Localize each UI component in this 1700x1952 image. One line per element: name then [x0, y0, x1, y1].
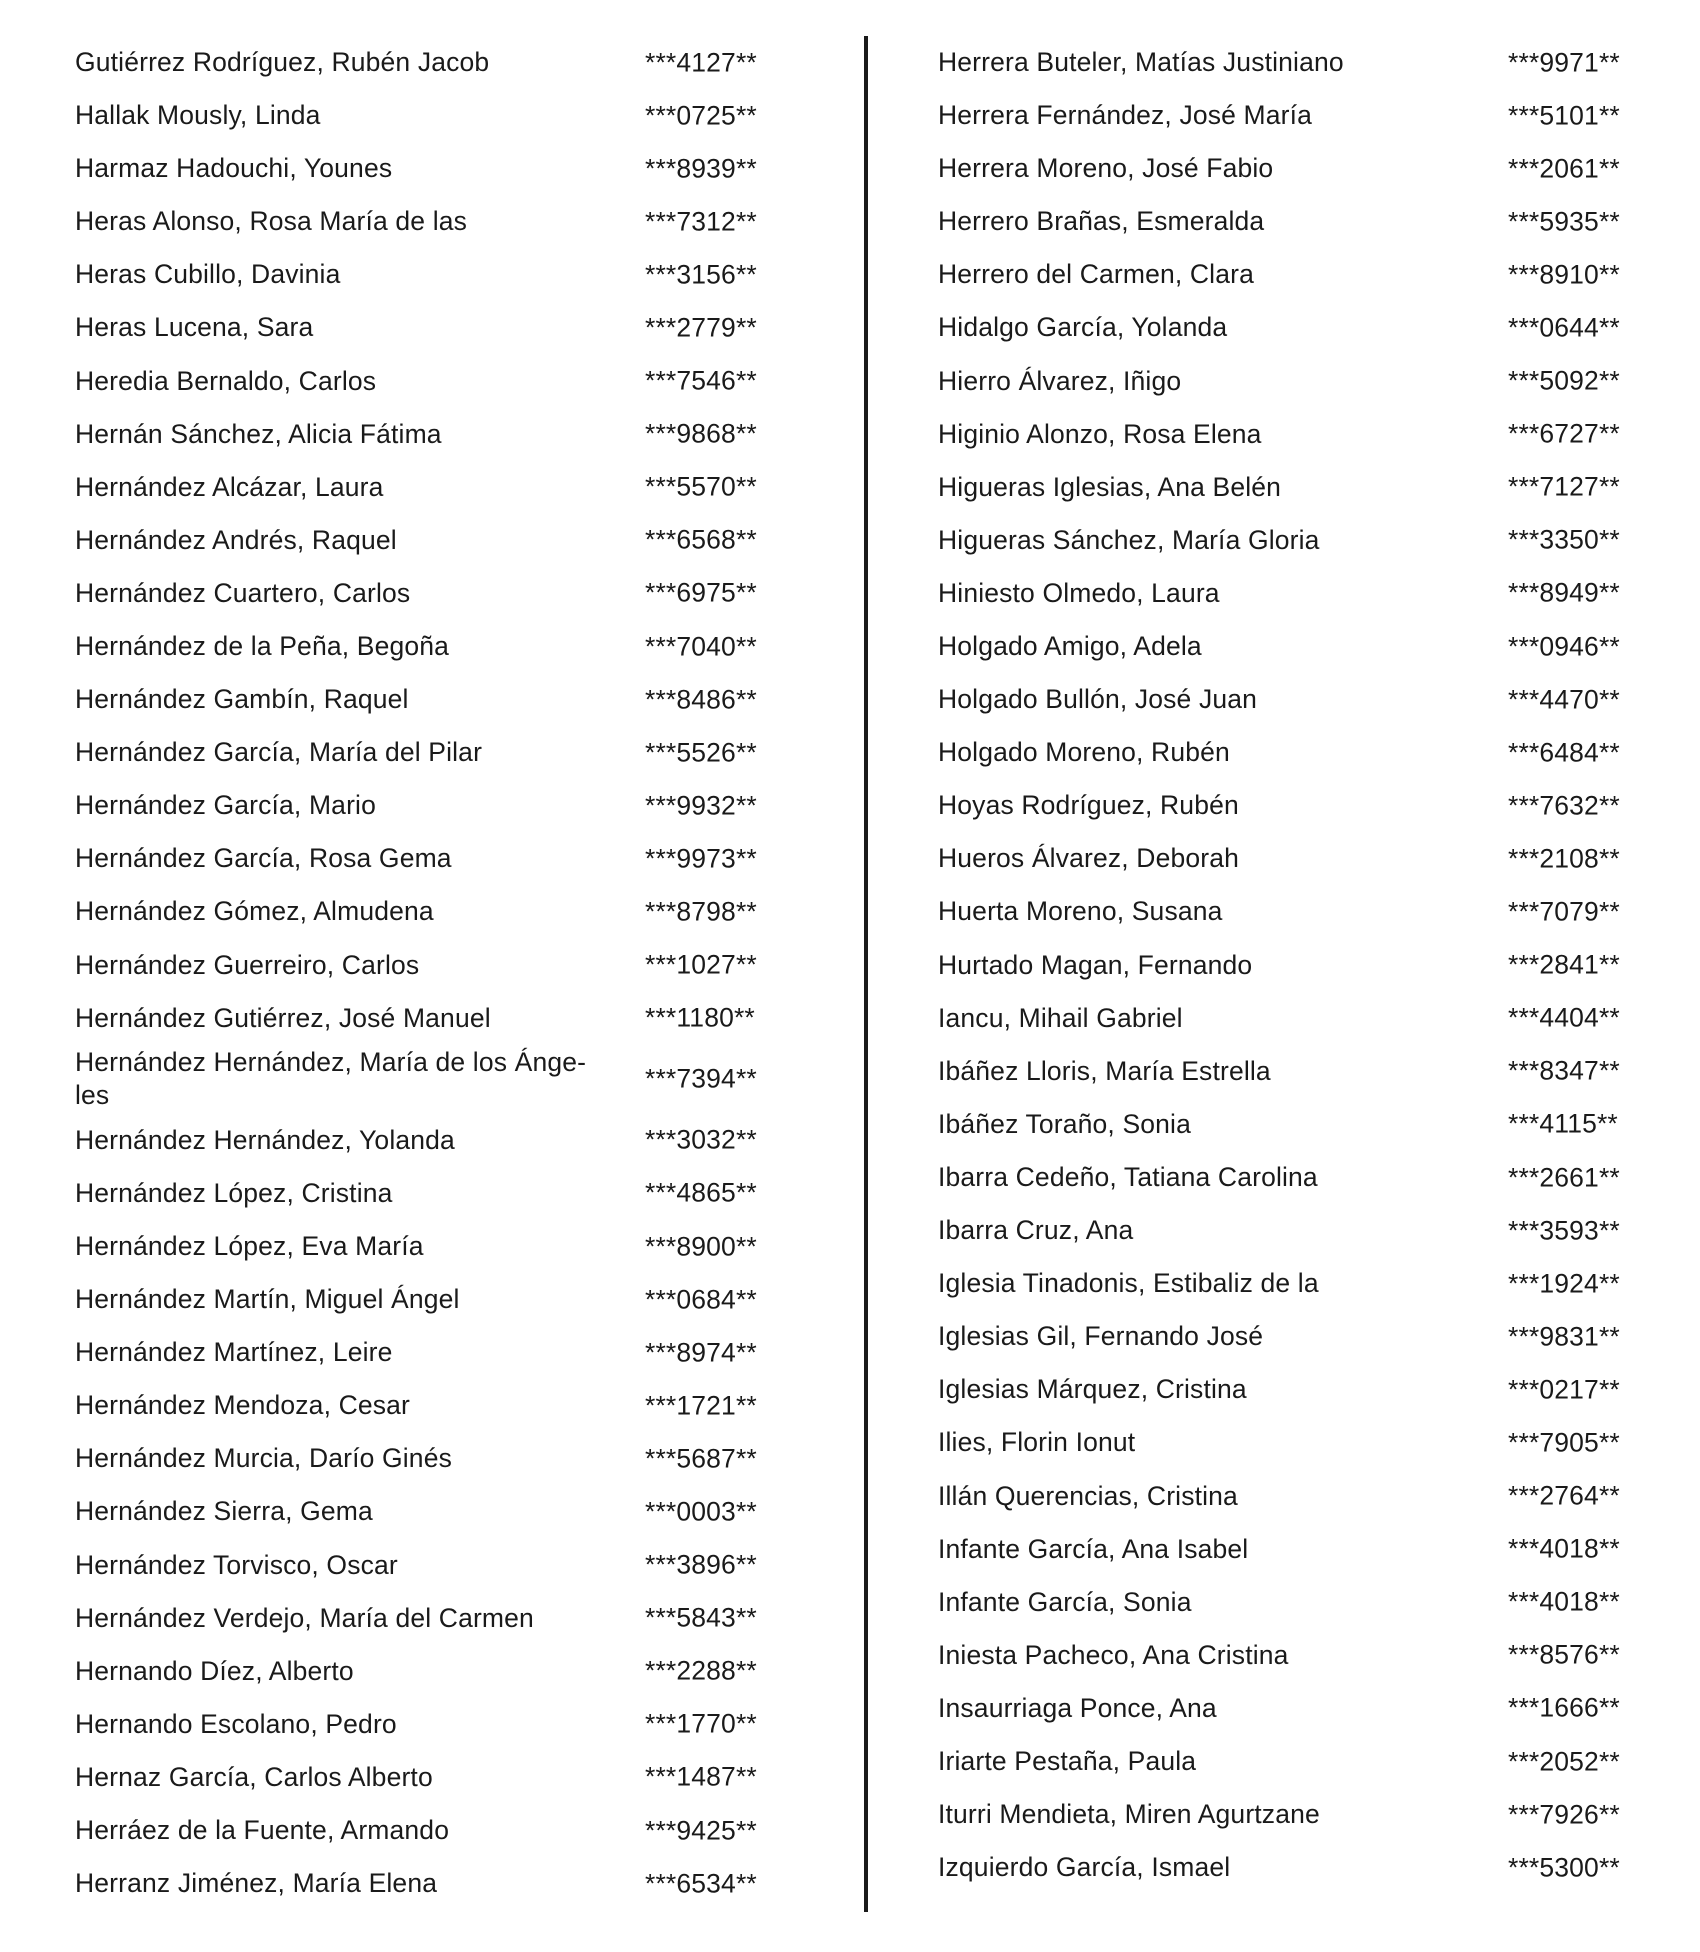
person-name: Izquierdo García, Ismael: [938, 1852, 1231, 1883]
list-item: [75, 832, 775, 885]
masked-id: ***0003**: [645, 1496, 757, 1527]
masked-id: ***5570**: [645, 471, 757, 502]
list-item: [938, 514, 1638, 567]
list-item: [75, 301, 775, 354]
masked-id: ***8798**: [645, 896, 757, 927]
person-name: Iriarte Pestaña, Paula: [938, 1745, 1197, 1776]
masked-id: ***8910**: [1508, 259, 1620, 290]
masked-id: ***7546**: [645, 365, 757, 396]
person-name: Heras Alonso, Rosa María de las: [75, 206, 468, 237]
masked-id: ***3156**: [645, 259, 757, 290]
person-name: Iancu, Mihail Gabriel: [938, 1002, 1183, 1033]
masked-id: ***4404**: [1508, 1002, 1620, 1033]
person-name: Iglesias Márquez, Cristina: [938, 1374, 1247, 1405]
column-divider: [864, 36, 868, 1912]
list-item: [938, 461, 1638, 514]
masked-id: ***6484**: [1508, 737, 1620, 768]
person-name: Heras Lucena, Sara: [75, 312, 314, 343]
person-name: Heras Cubillo, Davinia: [75, 259, 341, 290]
list-item: [75, 1273, 775, 1326]
masked-id: ***0644**: [1508, 312, 1620, 343]
list-item: [938, 142, 1638, 195]
person-name: Ibarra Cedeño, Tatiana Carolina: [938, 1161, 1318, 1192]
list-item: [75, 1857, 775, 1910]
masked-id: ***2764**: [1508, 1480, 1620, 1511]
list-item: [75, 939, 775, 992]
list-item: [75, 726, 775, 779]
list-item: [938, 992, 1638, 1045]
person-name: Hernández Cuartero, Carlos: [75, 577, 411, 608]
person-name: Hernández Mendoza, Cesar: [75, 1390, 411, 1421]
person-name: Holgado Moreno, Rubén: [938, 737, 1230, 768]
list-item: [938, 1788, 1638, 1841]
person-name: Herrera Fernández, José María: [938, 100, 1313, 131]
person-name: Huerta Moreno, Susana: [938, 896, 1223, 927]
list-item: [75, 567, 775, 620]
masked-id: ***6975**: [645, 577, 757, 608]
masked-id: ***8486**: [645, 684, 757, 715]
right-column: [938, 36, 1638, 1894]
list-item: [75, 248, 775, 301]
list-item: [75, 1326, 775, 1379]
list-item: [938, 1416, 1638, 1469]
list-item: [938, 36, 1638, 89]
list-item: [75, 514, 775, 567]
masked-id: ***7394**: [645, 1063, 757, 1094]
list-item: [75, 886, 775, 939]
person-name: Iglesias Gil, Fernando José: [938, 1321, 1264, 1352]
list-item: [75, 1485, 775, 1538]
person-name: Hernández de la Peña, Begoña: [75, 631, 450, 662]
person-name: Heredia Bernaldo, Carlos: [75, 365, 377, 396]
list-item: [938, 620, 1638, 673]
masked-id: ***5300**: [1508, 1852, 1620, 1883]
list-item: [75, 992, 775, 1045]
list-item: [75, 461, 775, 514]
masked-id: ***0684**: [645, 1284, 757, 1315]
list-item: [75, 620, 775, 673]
person-name: Gutiérrez Rodríguez, Rubén Jacob: [75, 46, 490, 77]
person-name: Iturri Mendieta, Miren Agurtzane: [938, 1799, 1320, 1830]
person-name: Higueras Iglesias, Ana Belén: [938, 471, 1282, 502]
masked-id: ***7312**: [645, 206, 757, 237]
list-item: [938, 355, 1638, 408]
person-name: Insaurriaga Ponce, Ana: [938, 1692, 1217, 1723]
list-item: [938, 1098, 1638, 1151]
list-item: [75, 195, 775, 248]
masked-id: ***1721**: [645, 1390, 757, 1421]
masked-id: ***2779**: [645, 312, 757, 343]
person-name: Infante García, Sonia: [938, 1586, 1192, 1617]
list-item: [938, 726, 1638, 779]
person-name: Hernaz García, Carlos Alberto: [75, 1761, 433, 1792]
person-name: Hernández Andrés, Raquel: [75, 524, 397, 555]
list-item: [938, 1045, 1638, 1098]
person-name: Hueros Álvarez, Deborah: [938, 843, 1239, 874]
list-item: [75, 1592, 775, 1645]
person-name: Hiniesto Olmedo, Laura: [938, 577, 1220, 608]
masked-id: ***7926**: [1508, 1799, 1620, 1830]
list-item: [75, 1539, 775, 1592]
person-name: Herranz Jiménez, María Elena: [75, 1868, 438, 1899]
list-item: [75, 779, 775, 832]
masked-id: ***8900**: [645, 1231, 757, 1262]
person-name: Herrera Moreno, José Fabio: [938, 153, 1274, 184]
list-item: [938, 1204, 1638, 1257]
masked-id: ***4127**: [645, 47, 757, 78]
list-item: [938, 567, 1638, 620]
masked-id: ***8347**: [1508, 1055, 1620, 1086]
list-item: [75, 1045, 775, 1114]
masked-id: ***8974**: [645, 1337, 757, 1368]
masked-id: ***2841**: [1508, 949, 1620, 980]
person-name: Hernández Sierra, Gema: [75, 1496, 373, 1527]
person-name: Hernández Martín, Miguel Ángel: [75, 1284, 460, 1315]
person-name: Hernández Guerreiro, Carlos: [75, 949, 420, 980]
masked-id: ***7040**: [645, 631, 757, 662]
masked-id: ***3032**: [645, 1124, 757, 1155]
masked-id: ***4018**: [1508, 1586, 1620, 1617]
person-name: Hierro Álvarez, Iñigo: [938, 365, 1182, 396]
masked-id: ***5843**: [645, 1602, 757, 1633]
masked-id: ***7079**: [1508, 896, 1620, 927]
masked-id: ***9868**: [645, 418, 757, 449]
person-name: Hoyas Rodríguez, Rubén: [938, 790, 1239, 821]
list-item: [75, 355, 775, 408]
masked-id: ***4018**: [1508, 1533, 1620, 1564]
masked-id: ***5526**: [645, 737, 757, 768]
person-name: Hallak Mously, Linda: [75, 100, 321, 131]
person-name: Hernández López, Eva María: [75, 1230, 424, 1261]
list-item: [938, 939, 1638, 992]
person-name: Ibáñez Lloris, María Estrella: [938, 1055, 1271, 1086]
person-name: Hernández Verdejo, María del Carmen: [75, 1602, 534, 1633]
person-name: Hernández Gómez, Almudena: [75, 896, 434, 927]
list-item: [938, 1735, 1638, 1788]
list-item: [938, 301, 1638, 354]
list-item: [938, 1257, 1638, 1310]
list-item: [938, 832, 1638, 885]
masked-id: ***6568**: [645, 524, 757, 555]
masked-id: ***2288**: [645, 1655, 757, 1686]
list-item: [75, 1379, 775, 1432]
list-item: [938, 1576, 1638, 1629]
masked-id: ***1770**: [645, 1708, 757, 1739]
person-name: Herrero Brañas, Esmeralda: [938, 206, 1265, 237]
masked-id: ***1924**: [1508, 1268, 1620, 1299]
masked-id: ***4470**: [1508, 684, 1620, 715]
list-item: [75, 1220, 775, 1273]
masked-id: ***6534**: [645, 1868, 757, 1899]
person-name: Infante García, Ana Isabel: [938, 1533, 1249, 1564]
person-name: Herrero del Carmen, Clara: [938, 259, 1254, 290]
masked-id: ***8939**: [645, 153, 757, 184]
masked-id: ***1180**: [645, 1002, 755, 1033]
list-item: [75, 1804, 775, 1857]
list-item: [75, 1645, 775, 1698]
person-name: Ibáñez Toraño, Sonia: [938, 1108, 1191, 1139]
list-item: [938, 673, 1638, 726]
masked-id: ***8949**: [1508, 577, 1620, 608]
person-name: Harmaz Hadouchi, Younes: [75, 153, 393, 184]
masked-id: ***5687**: [645, 1443, 757, 1474]
person-name: Holgado Bullón, José Juan: [938, 684, 1258, 715]
masked-id: ***9831**: [1508, 1321, 1620, 1352]
person-name: Hernández Torvisco, Oscar: [75, 1549, 398, 1580]
person-name: Hernández López, Cristina: [75, 1177, 393, 1208]
person-name: Hernández García, Mario: [75, 790, 376, 821]
person-name: Hernández Gambín, Raquel: [75, 684, 409, 715]
person-name: Herráez de la Fuente, Armando: [75, 1814, 450, 1845]
list-item: [75, 36, 775, 89]
masked-id: ***2108**: [1508, 843, 1620, 874]
list-item: [75, 1432, 775, 1485]
masked-id: ***6727**: [1508, 418, 1620, 449]
masked-id: ***5935**: [1508, 206, 1620, 237]
person-name: Hernández Martínez, Leire: [75, 1337, 393, 1368]
person-name: Ibarra Cruz, Ana: [938, 1215, 1134, 1246]
masked-id: ***7905**: [1508, 1427, 1620, 1458]
masked-id: ***4865**: [645, 1177, 757, 1208]
masked-id: ***3896**: [645, 1549, 757, 1580]
masked-id: ***5092**: [1508, 365, 1620, 396]
person-name: Hernández Hernández, María de los Ánge-les: [75, 1047, 587, 1111]
person-name: Hernández Gutiérrez, José Manuel: [75, 1002, 491, 1033]
masked-id: ***9971**: [1508, 47, 1620, 78]
person-name: Higinio Alonzo, Rosa Elena: [938, 418, 1262, 449]
person-name: Hernández García, Rosa Gema: [75, 843, 452, 874]
masked-id: ***2061**: [1508, 153, 1620, 184]
person-name: Higueras Sánchez, María Gloria: [938, 524, 1320, 555]
list-item: [75, 1167, 775, 1220]
masked-id: ***7127**: [1508, 471, 1620, 502]
person-name: Hernández Murcia, Darío Ginés: [75, 1443, 452, 1474]
masked-id: ***7632**: [1508, 790, 1620, 821]
masked-id: ***3350**: [1508, 524, 1620, 555]
list-item: [938, 1151, 1638, 1204]
masked-id: ***9932**: [645, 790, 757, 821]
masked-id: ***4115**: [1508, 1108, 1618, 1139]
person-name: Herrera Buteler, Matías Justiniano: [938, 46, 1344, 77]
list-item: [938, 1682, 1638, 1735]
person-name: Hernández García, María del Pilar: [75, 737, 483, 768]
person-name: Hernández Alcázar, Laura: [75, 471, 384, 502]
list-item: [938, 248, 1638, 301]
list-item: [938, 1523, 1638, 1576]
list-item: [75, 1751, 775, 1804]
masked-id: ***9973**: [645, 843, 757, 874]
person-name: Hurtado Magan, Fernando: [938, 949, 1253, 980]
list-item: [938, 779, 1638, 832]
masked-id: ***2661**: [1508, 1162, 1620, 1193]
masked-id: ***1666**: [1508, 1692, 1620, 1723]
person-name: Holgado Amigo, Adela: [938, 631, 1202, 662]
masked-id: ***3593**: [1508, 1215, 1620, 1246]
person-name: Hidalgo García, Yolanda: [938, 312, 1228, 343]
masked-id: ***0217**: [1508, 1374, 1620, 1405]
person-name: Hernández Hernández, Yolanda: [75, 1124, 455, 1155]
masked-id: ***8576**: [1508, 1639, 1620, 1670]
person-name: Hernando Escolano, Pedro: [75, 1708, 397, 1739]
list-item: [938, 408, 1638, 461]
person-name: Hernando Díez, Alberto: [75, 1655, 354, 1686]
masked-id: ***1027**: [645, 949, 757, 980]
masked-id: ***2052**: [1508, 1746, 1620, 1777]
masked-id: ***5101**: [1508, 100, 1620, 131]
person-name: Hernán Sánchez, Alicia Fátima: [75, 418, 442, 449]
list-item: [75, 142, 775, 195]
person-name: Ilies, Florin Ionut: [938, 1427, 1136, 1458]
masked-id: ***1487**: [645, 1761, 757, 1792]
list-item: [938, 1470, 1638, 1523]
person-name: Iniesta Pacheco, Ana Cristina: [938, 1639, 1289, 1670]
list-item: [75, 1698, 775, 1751]
list-item: [938, 1310, 1638, 1363]
list-item: [938, 1841, 1638, 1894]
list-item: [75, 673, 775, 726]
list-item: [75, 408, 775, 461]
person-name: Iglesia Tinadonis, Estibaliz de la: [938, 1268, 1319, 1299]
list-item: [75, 1114, 775, 1167]
list-item: [938, 195, 1638, 248]
masked-id: ***0725**: [645, 100, 757, 131]
person-name: Illán Querencias, Cristina: [938, 1480, 1238, 1511]
list-item: [938, 886, 1638, 939]
masked-id: ***0946**: [1508, 631, 1620, 662]
left-column: [75, 36, 775, 1910]
list-item: [938, 1363, 1638, 1416]
list-item: [938, 89, 1638, 142]
masked-id: ***9425**: [645, 1815, 757, 1846]
list-item: [938, 1629, 1638, 1682]
list-item: [75, 89, 775, 142]
